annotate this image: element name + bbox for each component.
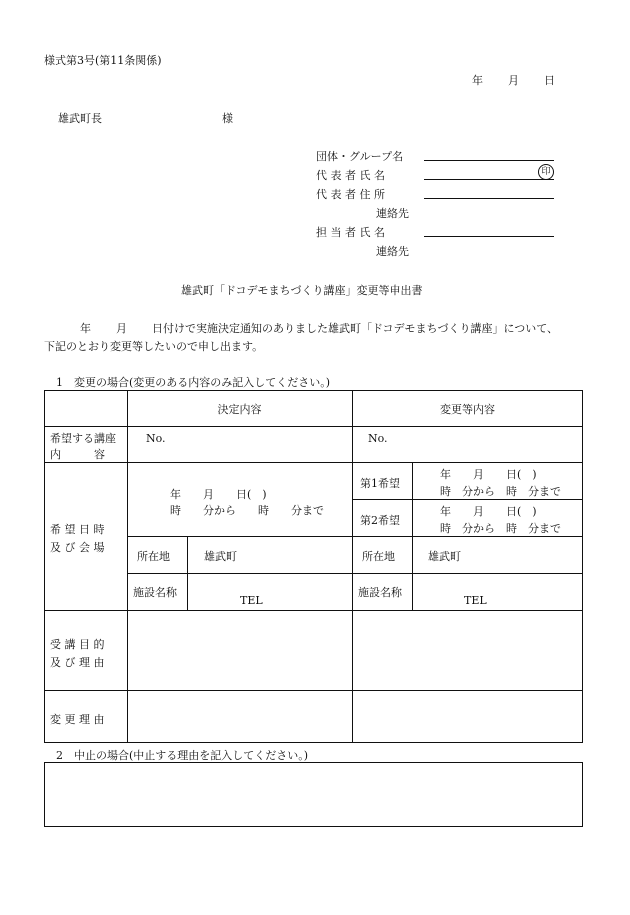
course-row-label-1: 希望する講座: [50, 432, 116, 445]
section-2-heading: 2 中止の場合(中止する理由を記入してください。): [56, 749, 309, 762]
datetime-row-label-1: 希 望 日 時: [50, 523, 105, 536]
staff-name-field[interactable]: [424, 236, 554, 237]
date-month: 月: [508, 74, 519, 87]
preference-2-time-field[interactable]: 時 分から 時 分まで: [440, 522, 561, 535]
course-row-label-2: 内 容: [50, 448, 105, 461]
course-changed-field[interactable]: No.: [368, 432, 388, 445]
contact-label-1: 連絡先: [376, 207, 409, 220]
preference-1-date-field[interactable]: 年 月 日( ): [440, 468, 537, 481]
preference-1-label: 第1希望: [360, 477, 400, 490]
purpose-row-label-1: 受 講 目 的: [50, 638, 105, 651]
column-decided-header: 決定内容: [217, 403, 262, 416]
representative-address-field[interactable]: [424, 198, 554, 199]
purpose-row-label-2: 及 び 理 由: [50, 656, 105, 669]
facility-label-changed: 施設名称: [358, 586, 402, 599]
location-changed-field[interactable]: 雄武町: [428, 550, 461, 563]
addressee-suffix: 様: [222, 112, 233, 125]
document-title: 雄武町「ドコデモまちづくり講座」変更等申出書: [181, 284, 423, 297]
location-decided-field[interactable]: 雄武町: [204, 550, 237, 563]
intro-line-2: 下記のとおり変更等したいので申し出ます。: [44, 340, 264, 353]
reason-changed-field[interactable]: [353, 691, 582, 742]
purpose-decided-field[interactable]: [128, 611, 351, 689]
decided-time-field[interactable]: 時 分から 時 分まで: [170, 504, 324, 517]
date-day: 日: [544, 74, 555, 87]
reason-row-label: 変 更 理 由: [50, 713, 105, 726]
form-number: 様式第3号(第11条関係): [44, 54, 162, 67]
preference-2-label: 第2希望: [360, 514, 400, 527]
contact-label-2: 連絡先: [376, 245, 409, 258]
intro-month: 月: [116, 322, 127, 335]
facility-label-decided: 施設名称: [133, 586, 177, 599]
location-label-changed: 所在地: [362, 550, 395, 563]
seal-icon: 印: [538, 164, 554, 180]
tel-decided-field[interactable]: TEL: [240, 594, 263, 607]
tel-changed-field[interactable]: TEL: [464, 594, 487, 607]
representative-address-label: 代 表 者 住 所: [316, 188, 385, 201]
cancel-reason-field[interactable]: [44, 762, 583, 827]
purpose-changed-field[interactable]: [353, 611, 582, 689]
addressee: 雄武町長: [58, 112, 102, 125]
staff-name-label: 担 当 者 氏 名: [316, 226, 385, 239]
datetime-row-label-2: 及 び 会 場: [50, 541, 105, 554]
preference-2-date-field[interactable]: 年 月 日( ): [440, 505, 537, 518]
intro-line-1: 日付けで実施決定通知のありました雄武町「ドコデモまちづくり講座」について、: [152, 322, 559, 335]
intro-year: 年: [80, 322, 91, 335]
location-label-decided: 所在地: [137, 550, 170, 563]
preference-1-time-field[interactable]: 時 分から 時 分まで: [440, 485, 561, 498]
group-name-field[interactable]: [424, 160, 554, 161]
representative-name-field[interactable]: [424, 179, 554, 180]
section-1-heading: 1 変更の場合(変更のある内容のみ記入してください。): [56, 376, 331, 389]
decided-date-field[interactable]: 年 月 日( ): [170, 488, 267, 501]
date-year: 年: [472, 74, 483, 87]
reason-decided-field[interactable]: [128, 691, 351, 742]
column-changed-header: 変更等内容: [440, 403, 495, 416]
group-name-label: 団体・グループ名: [316, 150, 404, 163]
course-decided-field[interactable]: No.: [146, 432, 166, 445]
representative-name-label: 代 表 者 氏 名: [316, 169, 385, 182]
